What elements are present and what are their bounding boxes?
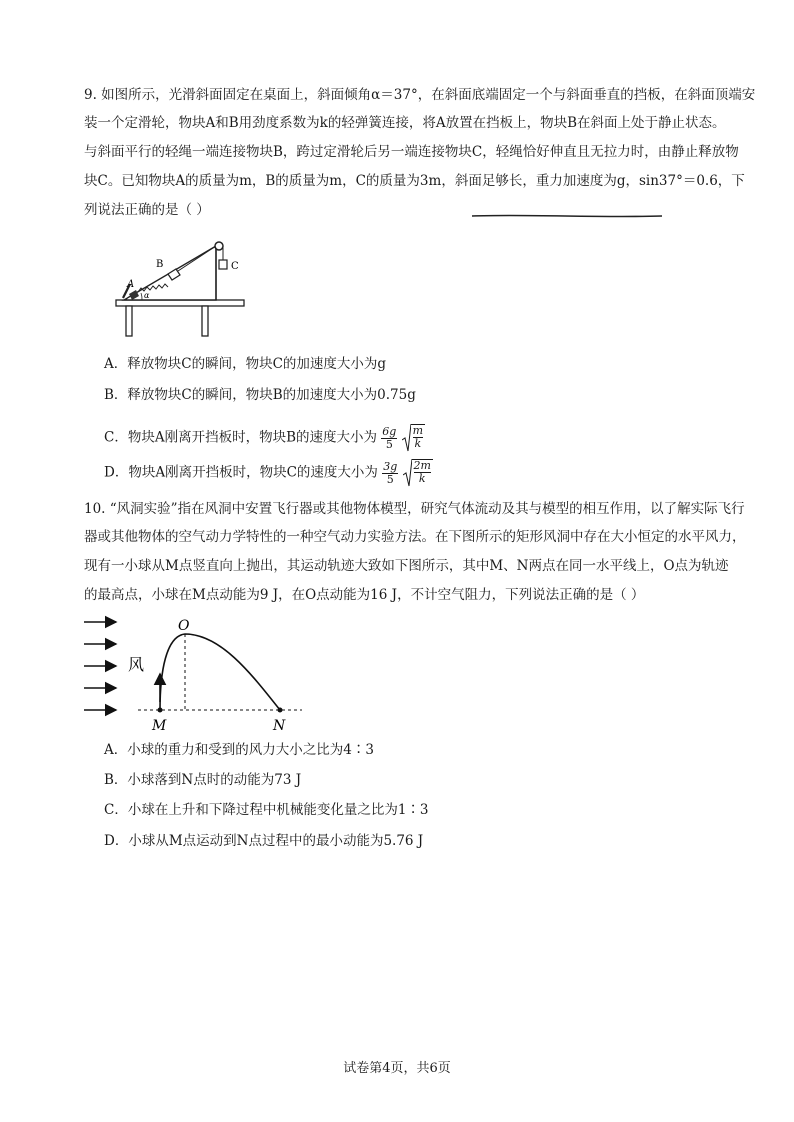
label-alpha: α — [144, 291, 150, 300]
table-top — [116, 300, 244, 306]
q10-option-b: B．小球落到N点时的动能为73 J — [104, 772, 302, 788]
q10-line-2: 器或其他物体的空气动力学特性的一种空气动力实验方法。在下图所示的矩形风洞中存在大小恒定的水平风力， — [84, 529, 746, 545]
q9-option-c — [104, 424, 425, 452]
q10-option-a: A．小球的重力和受到的风力大小之比为4∶3 — [104, 742, 374, 758]
pulley — [215, 242, 223, 250]
point-n — [278, 708, 283, 713]
underline-stroke — [470, 212, 665, 220]
block-c — [219, 260, 227, 269]
q9-option-d-sqrt: $\frac{2m}{k}$ — [403, 459, 433, 487]
q9-line-2: 装一个定滑轮，物块A和B用劲度系数为k的轻弹簧连接，将A放置在挡板上，物块B在斜面上处于静止状态。 — [84, 115, 726, 131]
q10-line-4: 的最高点，小球在M点动能为9 J，在O点动能为16 J，不计空气阻力，下列说法正确的是（ ） — [84, 587, 645, 603]
trajectory — [160, 634, 280, 710]
label-n: N — [273, 718, 286, 734]
wind-tunnel-figure — [80, 612, 320, 734]
page-footer: 试卷第4页，共6页 — [343, 1061, 451, 1076]
q9-option-c-text: C．物块A刚离开挡板时，物块B的速度大小为 — [104, 429, 377, 446]
q9-option-c-fraction: $\frac{6g}{5}$ — [382, 424, 397, 451]
table-leg-left — [126, 306, 132, 336]
point-m — [158, 708, 163, 713]
q9-option-d-fraction: $\frac{3g}{5}$ — [383, 459, 398, 486]
wind-label: 风 — [128, 655, 145, 674]
q9-line-5: 列说法正确的是（ ） — [84, 202, 210, 218]
label-c: C — [231, 261, 239, 272]
q10-option-d: D．小球从M点运动到N点过程中的最小动能为5.76 J — [104, 833, 424, 849]
table-leg-right — [202, 306, 208, 336]
incline-figure — [112, 232, 252, 338]
label-a: A — [127, 279, 135, 290]
q9-option-d-text: D．物块A刚离开挡板时，物块C的速度大小为 — [104, 464, 378, 481]
q9-option-c-sqrt: $\frac{m}{k}$ — [402, 424, 425, 452]
q9-option-a: A．释放物块C的瞬间，物块C的加速度大小为g — [104, 356, 387, 372]
q10-line-1: 10. “风洞实验”指在风洞中安置飞行器或其他物体模型，研究气体流动及其与模型的相互作用，以了解实际飞行 — [84, 501, 745, 517]
label-b: B — [156, 259, 164, 270]
q9-option-d — [104, 459, 433, 487]
label-o: O — [178, 618, 190, 634]
q10-option-c: C．小球在上升和下降过程中机械能变化量之比为1∶3 — [104, 802, 429, 818]
label-m: M — [152, 718, 167, 734]
q9-line-3: 与斜面平行的轻绳一端连接物块B，跨过定滑轮后另一端连接物块C，轻绳恰好伸直且无拉力时，由静止释放物 — [84, 144, 739, 160]
q9-line-1: 9. 如图所示，光滑斜面固定在桌面上，斜面倾角α＝37°，在斜面底端固定一个与斜面垂直的挡板，在斜面顶端安 — [84, 87, 756, 103]
q9-option-b: B．释放物块C的瞬间，物块B的加速度大小为0.75g — [104, 387, 416, 403]
q9-line-4: 块C。已知物块A的质量为m，B的质量为m，C的质量为3m，斜面足够长，重力加速度为g，sin37°＝0.6，下 — [84, 173, 745, 189]
q10-line-3: 现有一小球从M点竖直向上抛出，其运动轨迹大致如下图所示，其中M、N两点在同一水平线上，O点为轨迹 — [84, 558, 729, 574]
